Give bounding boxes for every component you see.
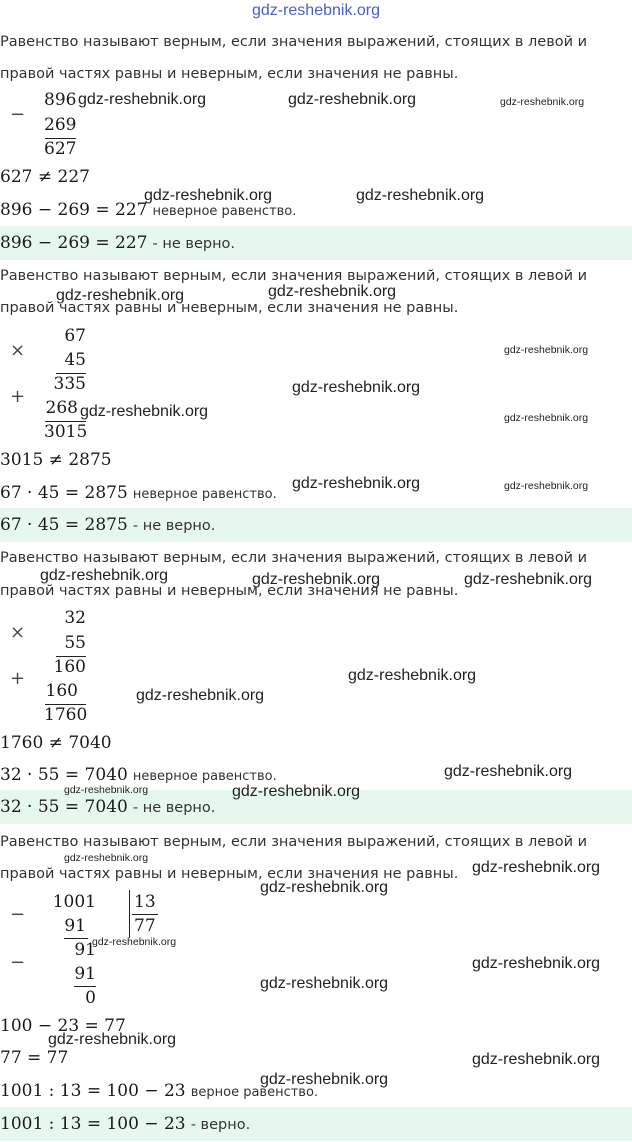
definition-line1: Равенство называют верным, если значения выражений, стоящих в левой и xyxy=(0,268,588,284)
factor2: 55 xyxy=(64,633,86,653)
comparison: 1760 ≠ 7040 xyxy=(0,733,112,753)
partial1: 160 xyxy=(53,657,86,677)
watermark: gdz-reshebnik.org xyxy=(80,403,209,420)
remainder1: 91 xyxy=(74,940,96,960)
watermark: gdz-reshebnik.org xyxy=(64,784,149,796)
definition-line2: правой частях равны и неверным, если значения не равны. xyxy=(0,583,459,599)
watermark: gdz-reshebnik.org xyxy=(348,667,477,684)
watermark: gdz-reshebnik.org xyxy=(260,975,389,992)
partial1: 335 xyxy=(53,374,86,394)
watermark: gdz-reshebnik.org xyxy=(48,1031,177,1048)
answer-note: - не верно. xyxy=(152,236,236,252)
watermark: gdz-reshebnik.org xyxy=(136,687,265,704)
statement-expr: 32 · 55 = 7040 xyxy=(0,765,128,785)
watermark: gdz-reshebnik.org xyxy=(78,91,207,108)
partial2: 160 xyxy=(45,681,78,701)
comparison: 627 ≠ 227 xyxy=(0,167,90,187)
watermark: gdz-reshebnik.org xyxy=(444,763,573,780)
minus-sign: − xyxy=(10,952,26,973)
statement-note: неверное равенство. xyxy=(152,204,297,219)
watermark: gdz-reshebnik.org xyxy=(260,879,389,896)
answer-line xyxy=(0,233,235,253)
answer-note: - не верно. xyxy=(132,800,216,816)
definition-line2: правой частях равны и неверным, если значения не равны. xyxy=(0,300,459,316)
watermark: gdz-reshebnik.org xyxy=(472,859,601,876)
site-watermark-header: gdz-reshebnik.org xyxy=(251,2,381,19)
watermark: gdz-reshebnik.org xyxy=(504,480,589,492)
watermark: gdz-reshebnik.org xyxy=(472,1051,601,1068)
comparison: 3015 ≠ 2875 xyxy=(0,450,112,470)
division-bracket-horizontal xyxy=(132,914,158,915)
watermark: gdz-reshebnik.org xyxy=(504,344,589,356)
answer-line xyxy=(0,1114,250,1134)
quotient: 77 xyxy=(134,916,156,936)
answer-line xyxy=(0,797,215,817)
statement-expr: 896 − 269 = 227 xyxy=(0,200,148,220)
subtract-step1: 91 xyxy=(64,916,86,936)
watermark: gdz-reshebnik.org xyxy=(40,567,169,584)
watermark: gdz-reshebnik.org xyxy=(232,783,361,800)
watermark: gdz-reshebnik.org xyxy=(260,1071,389,1088)
subtrahend: 269 xyxy=(44,115,77,135)
product: 1760 xyxy=(44,705,88,725)
check-line: 100 − 23 = 77 xyxy=(0,1016,126,1036)
statement-expr: 1001 : 13 = 100 − 23 xyxy=(0,1081,186,1101)
minus-sign: − xyxy=(10,904,26,925)
statement-line xyxy=(0,765,277,785)
watermark: gdz-reshebnik.org xyxy=(472,955,601,972)
definition-line1: Равенство называют верным, если значения выражений, стоящих в левой и xyxy=(0,34,588,50)
answer-expr: 896 − 269 = 227 xyxy=(0,233,148,253)
watermark: gdz-reshebnik.org xyxy=(64,852,149,864)
definition-line1: Равенство называют верным, если значения выражений, стоящих в левой и xyxy=(0,834,588,850)
factor1: 32 xyxy=(64,608,86,628)
answer-expr: 1001 : 13 = 100 − 23 xyxy=(0,1114,186,1134)
definition-line1: Равенство называют верным, если значения выражений, стоящих в левой и xyxy=(0,550,588,566)
answer-expr: 32 · 55 = 7040 xyxy=(0,797,128,817)
times-sign: × xyxy=(10,340,26,361)
comparison: 77 = 77 xyxy=(0,1048,69,1068)
watermark: gdz-reshebnik.org xyxy=(56,287,185,304)
watermark: gdz-reshebnik.org xyxy=(356,187,485,204)
remainder2: 0 xyxy=(85,988,96,1008)
watermark: gdz-reshebnik.org xyxy=(252,571,381,588)
answer-note: - верно. xyxy=(190,1117,251,1133)
plus-sign: + xyxy=(10,668,26,689)
minuend: 896 xyxy=(44,90,77,110)
statement-note: верное равенство. xyxy=(190,1085,319,1100)
watermark: gdz-reshebnik.org xyxy=(268,283,397,300)
partial2: 268 xyxy=(45,398,78,418)
step1-line xyxy=(64,938,88,939)
dividend: 1001 xyxy=(52,892,96,912)
statement-expr: 67 · 45 = 2875 xyxy=(0,483,128,503)
watermark: gdz-reshebnik.org xyxy=(288,91,417,108)
times-sign: × xyxy=(10,622,26,643)
plus-sign: + xyxy=(10,386,26,407)
answer-note: - не верно. xyxy=(132,518,216,534)
step2-line xyxy=(74,986,96,987)
statement-note: неверное равенство. xyxy=(132,769,277,784)
watermark: gdz-reshebnik.org xyxy=(292,475,421,492)
answer-expr: 67 · 45 = 2875 xyxy=(0,515,128,535)
watermark: gdz-reshebnik.org xyxy=(292,379,421,396)
watermark: gdz-reshebnik.org xyxy=(92,936,177,948)
subtract-step2: 91 xyxy=(74,964,96,984)
statement-note: неверное равенство. xyxy=(132,487,277,502)
answer-line xyxy=(0,515,215,535)
division-bracket-vertical xyxy=(129,890,130,938)
watermark: gdz-reshebnik.org xyxy=(144,187,273,204)
watermark: gdz-reshebnik.org xyxy=(504,412,589,424)
product: 3015 xyxy=(44,422,88,442)
definition-line2: правой частях равны и неверным, если значения не равны. xyxy=(0,866,459,882)
divisor: 13 xyxy=(134,892,156,912)
watermark: gdz-reshebnik.org xyxy=(500,96,585,108)
statement-line xyxy=(0,483,277,503)
difference: 627 xyxy=(44,139,77,159)
minus-sign: − xyxy=(10,104,26,125)
factor1: 67 xyxy=(64,326,86,346)
definition-line2: правой частях равны и неверным, если значения не равны. xyxy=(0,66,459,82)
factor2: 45 xyxy=(64,350,86,370)
watermark: gdz-reshebnik.org xyxy=(464,571,593,588)
